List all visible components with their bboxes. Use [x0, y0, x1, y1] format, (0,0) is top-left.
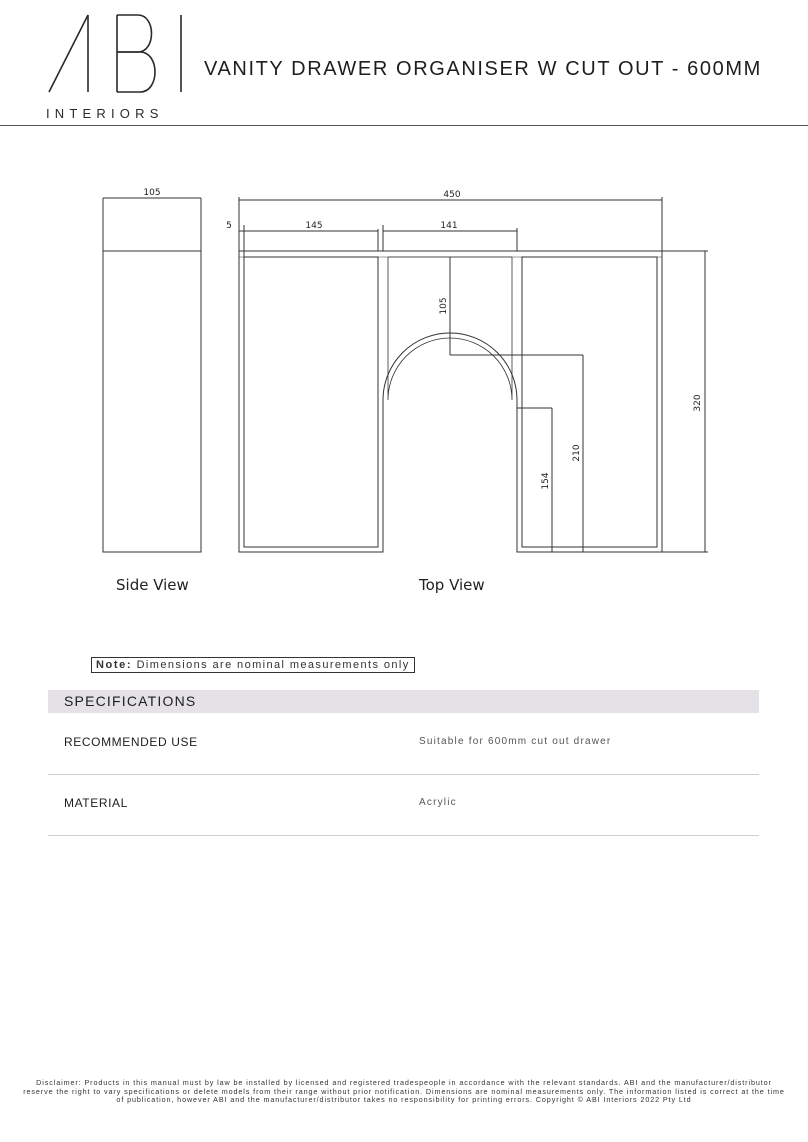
note-text: Dimensions are nominal measurements only [136, 659, 410, 671]
top-view-label: Top View [419, 576, 485, 594]
note-label: Note: [96, 659, 133, 671]
specifications-heading: SPECIFICATIONS [64, 693, 197, 709]
spec-row [48, 714, 759, 775]
abi-logo [40, 10, 190, 100]
header-divider [0, 125, 808, 126]
outer-depth-label: 210 [572, 444, 582, 462]
left-compartment [244, 257, 378, 547]
overall-width-label: 450 [443, 190, 461, 200]
right-compartment [522, 257, 657, 547]
dimensions-note [91, 657, 415, 673]
cutout-width-label: 141 [440, 221, 458, 231]
side-view-body [103, 251, 201, 552]
overall-depth-label: 320 [693, 394, 703, 412]
technical-drawing [0, 180, 808, 610]
left-compartment-label: 145 [305, 221, 323, 231]
cutout-depth-label: 105 [439, 297, 449, 315]
spec-value: Acrylic [419, 797, 457, 808]
spec-value: Suitable for 600mm cut out drawer [419, 736, 612, 747]
spec-row [48, 775, 759, 836]
side-width-label: 105 [143, 188, 161, 198]
wall-thickness-label: 5 [226, 221, 232, 231]
disclaimer: Disclaimer: Products in this manual must by law be installed by licensed and registered tradespeople in accordance with the relevant standards. ABI and the manufacturer/distributor reserve the right to vary specifications or delete models from their range without prior notification. Dimensions are nominal measurements only. The information listed is correct at the time of publication, however ABI and the manufacturer/distributor takes no responsibility for printing errors. Copyright © ABI Interiors 2022 Pty Ltd [23, 1078, 785, 1105]
spec-label: MATERIAL [64, 796, 128, 810]
logo-subtitle: INTERIORS [46, 106, 164, 121]
page-title: VANITY DRAWER ORGANISER W CUT OUT - 600MM [204, 58, 762, 80]
inner-depth-label: 154 [541, 472, 551, 490]
specifications-header [48, 690, 759, 713]
spec-label: RECOMMENDED USE [64, 735, 198, 749]
side-view-label: Side View [116, 576, 189, 594]
